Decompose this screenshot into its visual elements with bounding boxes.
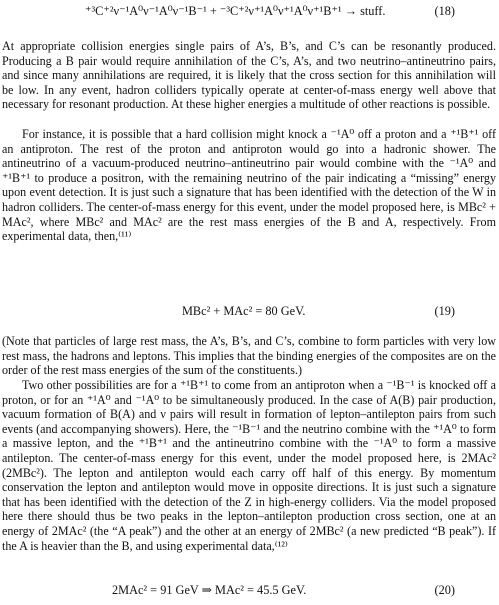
paragraph-resonant-production: At appropriate collision energies single pairs of A’s, B’s, and C’s can be resonantly produced. Producing a B pair would require annihilation of the C’s, A’s, and two neutrino–antineutrino pairs, and since many annihilations are required, it is likely that the cross section for this annihilation will be low. In any event, hadron colliders typically operate at center-of-mass energy well above that necessary for resonant production. At these higher energies a multitude of other reactions is possible. bbox=[2, 39, 496, 112]
equation-18-number: (18) bbox=[434, 4, 455, 18]
equation-20-expression: 2MAc² = 91 GeV ⇒ MAc² = 45.5 GeV. bbox=[112, 583, 307, 597]
paragraph-note-binding-energies: (Note that particles of large rest mass, the A’s, B’s, and C’s, combine to form particles with very low rest mass, the hadrons and leptons. This implies that the binding energies of the composites are on the order of the rest mass energies of the sum of the constituents.) bbox=[2, 334, 496, 378]
equation-19 bbox=[0, 304, 499, 320]
equation-19-number: (19) bbox=[434, 304, 455, 318]
equation-18 bbox=[0, 4, 499, 20]
equation-19-expression: MBc² + MAc² = 80 GeV. bbox=[182, 304, 306, 318]
paragraph-pair-production: Two other possibilities are for a ⁺¹B⁺¹ to come from an antiproton when a ⁻¹B⁻¹ is knocked off a proton, or for an ⁺¹A⁰ and ⁻¹A⁰ to be simultaneously produced. In the case of A(B) pair production, vacuum formation of B(A) and ν pairs will result in formation of lepton–antilepton pairs from such events (and accompanying showers). Here, the ⁻¹B⁻¹ and the neutrino combine with the ⁺¹A⁰ to form a massive lepton, and the ⁺¹B⁺¹ and the antineutrino combine with the ⁻¹A⁰ to form a massive antilepton. The center-of-mass energy for this event, under the model proposed here, is 2MAc² (2MBc²). The lepton and antilepton would each carry off half of this energy. By momentum conservation the lepton and antilepton would move in opposite directions. It is just such a signature that has been identified with the detection of the Z in high-energy colliders. Via the model proposed here there should thus be two peaks in the lepton–antilepton production cross section, one at an energy of 2MAc² (the “A peak”) and the other at an energy of 2MBc² (a new predicted “B peak”). If the A is heavier than the B, and using experimental data,⁽¹²⁾ bbox=[2, 378, 496, 553]
equation-20-number: (20) bbox=[434, 583, 455, 597]
paragraph-hard-collision: For instance, it is possible that a hard collision might knock a ⁻¹A⁰ off a proton and a ⁺¹B⁺¹ off an antiproton. The rest of the proton and antiproton would go into a hadronic shower. The antineutrino of a vacuum-produced neutrino–antineutrino pair would combine with the ⁻¹A⁰ and ⁺¹B⁺¹ to produce a positron, with the remaining neutrino of the pair indicating a “missing” energy upon event detection. It is just such a signature that has been identified with the detection of the W in hadron colliders. The center-of-mass energy for this event, under the model proposed here, is MBc² + MAc², where MBc² and MAc² are the rest mass energies of the B and A, respectively. From experimental data, then,⁽¹¹⁾ bbox=[2, 127, 496, 244]
equation-20 bbox=[0, 583, 499, 599]
equation-18-expression: ⁺³C⁺²ν⁻¹A⁰ν⁻¹A⁰ν⁻¹B⁻¹ + ⁻³C⁺²ν⁺¹A⁰ν⁺¹A⁰ν⁺¹B⁺¹ → stuff. bbox=[85, 4, 386, 18]
